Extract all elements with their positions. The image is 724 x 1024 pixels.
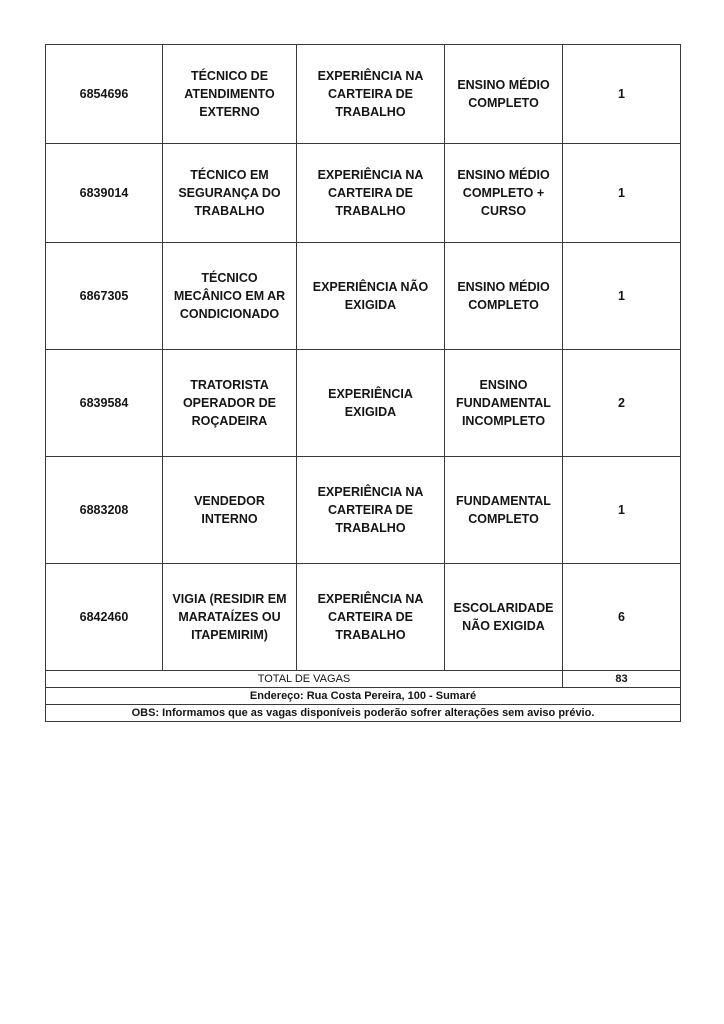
job-code: 6842460 xyxy=(46,564,163,671)
job-code: 6883208 xyxy=(46,457,163,564)
total-row xyxy=(46,671,681,688)
disclaimer-note: OBS: Informamos que as vagas disponíveis poderão sofrer alterações sem aviso prévio. xyxy=(46,705,681,722)
job-listing-sheet xyxy=(45,44,680,722)
job-vacancies: 1 xyxy=(563,457,681,564)
job-experience: EXPERIÊNCIA NA CARTEIRA DE TRABALHO xyxy=(297,457,445,564)
address-row xyxy=(46,688,681,705)
table-row xyxy=(46,45,681,144)
job-code: 6839014 xyxy=(46,144,163,243)
job-title: VENDEDOR INTERNO xyxy=(163,457,297,564)
address-text: Endereço: Rua Costa Pereira, 100 - Sumaré xyxy=(46,688,681,705)
table-row xyxy=(46,350,681,457)
total-vacancies-value: 83 xyxy=(563,671,681,688)
job-title: TÉCNICO DE ATENDIMENTO EXTERNO xyxy=(163,45,297,144)
job-vacancies: 2 xyxy=(563,350,681,457)
table-row xyxy=(46,564,681,671)
job-experience: EXPERIÊNCIA EXIGIDA xyxy=(297,350,445,457)
job-title: TÉCNICO EM SEGURANÇA DO TRABALHO xyxy=(163,144,297,243)
note-row xyxy=(46,705,681,722)
table-row xyxy=(46,144,681,243)
job-vacancies: 6 xyxy=(563,564,681,671)
table-row xyxy=(46,457,681,564)
job-vacancies: 1 xyxy=(563,144,681,243)
job-title: TRATORISTA OPERADOR DE ROÇADEIRA xyxy=(163,350,297,457)
job-education: ENSINO MÉDIO COMPLETO + CURSO xyxy=(445,144,563,243)
job-code: 6839584 xyxy=(46,350,163,457)
job-experience: EXPERIÊNCIA NA CARTEIRA DE TRABALHO xyxy=(297,45,445,144)
job-education: FUNDAMENTAL COMPLETO xyxy=(445,457,563,564)
job-education: ENSINO FUNDAMENTAL INCOMPLETO xyxy=(445,350,563,457)
job-code: 6867305 xyxy=(46,243,163,350)
job-education: ENSINO MÉDIO COMPLETO xyxy=(445,45,563,144)
job-title: TÉCNICO MECÂNICO EM AR CONDICIONADO xyxy=(163,243,297,350)
job-experience: EXPERIÊNCIA NA CARTEIRA DE TRABALHO xyxy=(297,564,445,671)
job-vacancies: 1 xyxy=(563,45,681,144)
job-education: ENSINO MÉDIO COMPLETO xyxy=(445,243,563,350)
table-row xyxy=(46,243,681,350)
summary-table xyxy=(45,670,681,722)
job-title: VIGIA (RESIDIR EM MARATAÍZES OU ITAPEMIRIM) xyxy=(163,564,297,671)
job-vacancies: 1 xyxy=(563,243,681,350)
total-vacancies-label: TOTAL DE VAGAS xyxy=(46,671,563,688)
job-code: 6854696 xyxy=(46,45,163,144)
job-experience: EXPERIÊNCIA NA CARTEIRA DE TRABALHO xyxy=(297,144,445,243)
job-experience: EXPERIÊNCIA NÃO EXIGIDA xyxy=(297,243,445,350)
job-table xyxy=(45,44,681,671)
job-education: ESCOLARIDADE NÃO EXIGIDA xyxy=(445,564,563,671)
